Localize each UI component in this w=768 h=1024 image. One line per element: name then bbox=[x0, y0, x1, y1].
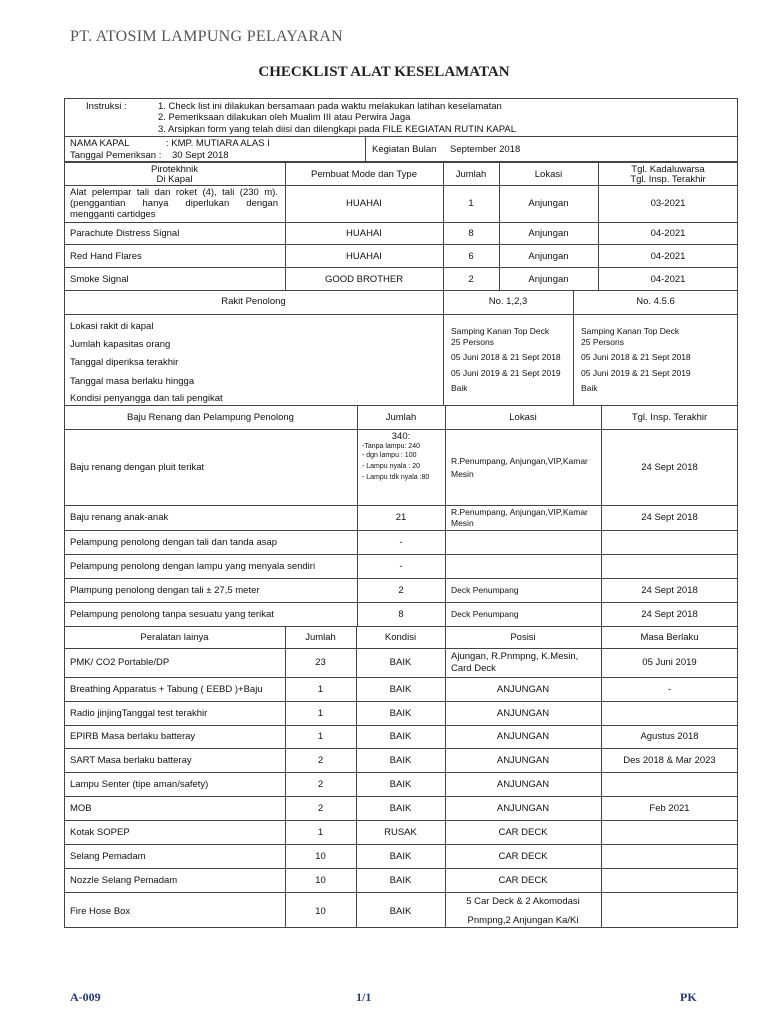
jumlah: 2 bbox=[317, 755, 324, 766]
masa-berlaku: - bbox=[667, 684, 672, 695]
instructions-label: Instruksi : bbox=[86, 101, 127, 112]
divider bbox=[443, 162, 444, 291]
jumlah: 1 bbox=[317, 731, 324, 742]
divider bbox=[64, 772, 738, 773]
lokasi: R.Penumpang, Anjungan,VIP,Kamar bbox=[451, 507, 588, 517]
item-name: Baju renang dengan pluit terikat bbox=[70, 462, 205, 473]
posisi: ANJUNGAN bbox=[496, 803, 550, 814]
kondisi: BAIK bbox=[389, 755, 412, 766]
item-name: Lampu Senter (tipe aman/safety) bbox=[70, 779, 209, 790]
divider bbox=[64, 505, 738, 506]
divider bbox=[64, 796, 738, 797]
expiry-date: 03-2021 bbox=[650, 198, 686, 209]
jumlah: 6 bbox=[468, 251, 474, 262]
kondisi: BAIK bbox=[389, 779, 412, 790]
kondisi: BAIK bbox=[389, 731, 412, 742]
divider bbox=[64, 429, 738, 430]
rakit-header: Rakit Penolong bbox=[221, 296, 286, 307]
rakit-label: Tanggal masa berlaku hingga bbox=[70, 376, 195, 387]
maker: HUAHAI bbox=[346, 198, 382, 209]
item-name: Breathing Apparatus + Tabung ( EEBD )+Baju bbox=[70, 684, 263, 695]
divider bbox=[445, 405, 446, 627]
column-header: Baju Renang dan Pelampung Penolong bbox=[127, 412, 294, 423]
item-name: Smoke Signal bbox=[70, 274, 129, 285]
expiry-date: 04-2021 bbox=[650, 251, 686, 262]
item-name: Plampung penolong dengan tali ± 27,5 meter bbox=[70, 585, 260, 596]
kondisi: BAIK bbox=[389, 875, 412, 886]
lokasi: Mesin bbox=[451, 518, 474, 528]
maker: GOOD BROTHER bbox=[324, 274, 404, 285]
divider bbox=[443, 290, 444, 406]
column-header: Masa Berlaku bbox=[640, 632, 699, 643]
divider bbox=[64, 602, 738, 603]
item-name: Radio jinjingTanggal test terakhir bbox=[70, 708, 208, 719]
divider bbox=[64, 267, 738, 268]
column-header: Pirotekhnik bbox=[151, 164, 198, 175]
kegiatan-value: September 2018 bbox=[450, 144, 521, 155]
rakit-value: Samping Kanan Top Deck bbox=[581, 326, 680, 336]
item-name: Nozzle Selang Pemadam bbox=[70, 875, 178, 886]
jumlah: 1 bbox=[317, 708, 324, 719]
divider bbox=[64, 222, 738, 223]
page-number: 1/1 bbox=[356, 990, 372, 1004]
lokasi: Mesin bbox=[451, 469, 474, 479]
posisi: CAR DECK bbox=[498, 875, 548, 886]
jumlah: - bbox=[399, 561, 403, 572]
divider bbox=[64, 648, 738, 649]
lokasi: Anjungan bbox=[528, 198, 569, 209]
item-name: SART Masa berlaku batteray bbox=[70, 755, 192, 766]
rakit-value: Baik bbox=[451, 383, 468, 393]
item-name: Alat pelempar tali dan roket (4), tali (230 m). (penggantian hanya diperlukan dengan mengganti cartidges bbox=[70, 187, 278, 220]
inspection-date: 24 Sept 2018 bbox=[641, 585, 698, 596]
posisi: CAR DECK bbox=[498, 851, 548, 862]
posisi: ANJUNGAN bbox=[496, 755, 550, 766]
nama-kapal-value: : KMP. MUTIARA ALAS I bbox=[166, 138, 270, 149]
column-header: Di Kapal bbox=[156, 174, 193, 185]
divider bbox=[601, 626, 602, 928]
divider bbox=[285, 162, 286, 291]
column-header: Jumlah bbox=[455, 169, 487, 180]
divider bbox=[64, 748, 738, 749]
rakit-label: Tanggal diperiksa terakhir bbox=[70, 357, 179, 368]
lokasi: Deck Penumpang bbox=[451, 585, 519, 595]
divider bbox=[573, 290, 574, 406]
tanggal-value: 30 Sept 2018 bbox=[172, 150, 229, 161]
divider bbox=[64, 314, 738, 315]
posisi: ANJUNGAN bbox=[496, 779, 550, 790]
rakit-col-2: No. 4.5.6 bbox=[636, 296, 675, 307]
footer-code: PK bbox=[680, 990, 697, 1004]
masa-berlaku: Feb 2021 bbox=[649, 803, 690, 814]
jumlah: 1 bbox=[317, 827, 324, 838]
lokasi: Anjungan bbox=[528, 251, 569, 262]
item-name: Fire Hose Box bbox=[70, 906, 131, 917]
divider bbox=[64, 185, 738, 186]
divider bbox=[64, 820, 738, 821]
instruction-item: 2. Pemeriksaan dilakukan oleh Mualim III atau Perwira Jaga bbox=[158, 112, 411, 123]
divider bbox=[64, 701, 738, 702]
divider bbox=[64, 868, 738, 869]
lokasi: Anjungan bbox=[528, 228, 569, 239]
kondisi: BAIK bbox=[389, 906, 412, 917]
divider bbox=[64, 530, 738, 531]
jumlah: 1 bbox=[317, 684, 324, 695]
item-name: Baju renang anak-anak bbox=[70, 512, 169, 523]
column-header: Pembuat Mode dan Type bbox=[311, 169, 417, 180]
rakit-value: 25 Persons bbox=[581, 337, 624, 347]
column-header: Jumlah bbox=[385, 412, 417, 423]
divider bbox=[64, 578, 738, 579]
kondisi: BAIK bbox=[389, 803, 412, 814]
kondisi: RUSAK bbox=[384, 827, 417, 838]
rakit-value: 05 Juni 2019 & 21 Sept 2019 bbox=[581, 368, 691, 378]
masa-berlaku: Agustus 2018 bbox=[640, 731, 699, 742]
item-name: MOB bbox=[70, 803, 92, 814]
divider bbox=[64, 892, 738, 893]
divider bbox=[64, 554, 738, 555]
masa-berlaku: 05 Juni 2019 bbox=[642, 657, 697, 668]
inspection-date: 24 Sept 2018 bbox=[641, 462, 698, 473]
column-header: Kondisi bbox=[384, 632, 417, 643]
item-name: Pelampung penolong dengan lampu yang menyala sendiri bbox=[70, 561, 316, 572]
lokasi: R.Penumpang, Anjungan,VIP,Kamar bbox=[451, 456, 588, 466]
maker: HUAHAI bbox=[346, 228, 382, 239]
document-title: CHECKLIST ALAT KESELAMATAN bbox=[258, 64, 510, 80]
rakit-value: 05 Juni 2018 & 21 Sept 2018 bbox=[581, 352, 691, 362]
divider bbox=[365, 136, 366, 162]
posisi: Ajungan, R.Pnmpng, K.Mesin, bbox=[451, 651, 579, 662]
jumlah-detail: - Lampu nyala : 20 bbox=[362, 463, 420, 470]
rakit-label: Kondisi penyangga dan tali pengikat bbox=[70, 393, 223, 404]
rakit-value: 05 Juni 2019 & 21 Sept 2019 bbox=[451, 368, 561, 378]
divider bbox=[64, 725, 738, 726]
column-header: Posisi bbox=[510, 632, 536, 643]
item-name: Red Hand Flares bbox=[70, 251, 142, 262]
maker: HUAHAI bbox=[346, 251, 382, 262]
instruction-item: 3. Arsipkan form yang telah diisi dan dilengkapi pada FILE KEGIATAN RUTIN KAPAL bbox=[158, 124, 517, 135]
inspection-date: 24 Sept 2018 bbox=[641, 609, 698, 620]
rakit-value: Baik bbox=[581, 383, 598, 393]
inspection-date: 24 Sept 2018 bbox=[641, 512, 698, 523]
item-name: Pelampung penolong tanpa sesuatu yang terikat bbox=[70, 609, 274, 620]
jumlah: 2 bbox=[317, 779, 324, 790]
item-name: Parachute Distress Signal bbox=[70, 228, 180, 239]
jumlah: 2 bbox=[468, 274, 474, 285]
rakit-label: Jumlah kapasitas orang bbox=[70, 339, 171, 350]
rakit-value: Samping Kanan Top Deck bbox=[451, 326, 550, 336]
jumlah-detail: - dgn lampu : 100 bbox=[362, 452, 417, 459]
jumlah: 2 bbox=[398, 585, 404, 596]
expiry-date: 04-2021 bbox=[650, 228, 686, 239]
item-name: Kotak SOPEP bbox=[70, 827, 130, 838]
kondisi: BAIK bbox=[389, 657, 412, 668]
kondisi: BAIK bbox=[389, 708, 412, 719]
lokasi: Anjungan bbox=[528, 274, 569, 285]
jumlah-detail: -Tanpa lampu: 240 bbox=[362, 443, 420, 450]
rakit-label: Lokasi rakit di kapal bbox=[70, 321, 154, 332]
posisi: CAR DECK bbox=[498, 827, 548, 838]
instruction-item: 1. Check list ini dilakukan bersamaan pada waktu melakukan latihan keselamatan bbox=[158, 101, 502, 112]
company-name: PT. ATOSIM LAMPUNG PELAYARAN bbox=[70, 28, 344, 45]
item-name: Selang Pemadam bbox=[70, 851, 146, 862]
column-header: Lokasi bbox=[509, 412, 537, 423]
lokasi: Deck Penumpang bbox=[451, 609, 519, 619]
posisi: Pnmpng,2 Anjungan Ka/Ki bbox=[467, 915, 579, 926]
jumlah: 10 bbox=[315, 875, 326, 886]
tanggal-label: Tanggal Pemeriksan : bbox=[70, 150, 162, 161]
column-header: Tgl. Insp. Terakhir bbox=[630, 174, 706, 185]
jumlah: - bbox=[399, 537, 403, 548]
form-code: A-009 bbox=[70, 990, 101, 1004]
rakit-value: 05 Juni 2018 & 21 Sept 2018 bbox=[451, 352, 561, 362]
jumlah: 21 bbox=[395, 512, 407, 523]
divider bbox=[64, 677, 738, 678]
column-header: Peralatan lainya bbox=[140, 632, 209, 643]
kondisi: BAIK bbox=[389, 851, 412, 862]
rakit-value: 25 Persons bbox=[451, 337, 494, 347]
jumlah: 1 bbox=[468, 198, 474, 209]
column-header: Lokasi bbox=[534, 169, 563, 180]
nama-kapal-label: NAMA KAPAL bbox=[70, 138, 130, 149]
jumlah: 8 bbox=[398, 609, 404, 620]
posisi: 5 Car Deck & 2 Akomodasi bbox=[466, 896, 580, 907]
divider bbox=[499, 162, 500, 291]
rakit-col-1: No. 1,2,3 bbox=[488, 296, 528, 307]
kondisi: BAIK bbox=[389, 684, 412, 695]
jumlah: 340: bbox=[391, 431, 411, 442]
posisi: ANJUNGAN bbox=[496, 684, 550, 695]
jumlah: 8 bbox=[468, 228, 474, 239]
column-header: Tgl. Kadaluwarsa bbox=[631, 164, 705, 175]
posisi: ANJUNGAN bbox=[496, 731, 550, 742]
expiry-date: 04-2021 bbox=[650, 274, 686, 285]
item-name: Pelampung penolong dengan tali dan tanda asap bbox=[70, 537, 278, 548]
kegiatan-label: Kegiatan Bulan bbox=[372, 144, 437, 155]
column-header: Tgl. Insp. Terakhir bbox=[631, 412, 708, 423]
item-name: EPIRB Masa berlaku batteray bbox=[70, 731, 196, 742]
posisi: Card Deck bbox=[451, 663, 496, 674]
jumlah-detail: - Lampu tdk nyala :80 bbox=[362, 474, 430, 481]
item-name: PMK/ CO2 Portable/DP bbox=[70, 657, 170, 668]
jumlah: 2 bbox=[317, 803, 324, 814]
jumlah: 23 bbox=[315, 657, 326, 668]
column-header: Jumlah bbox=[305, 632, 336, 643]
divider bbox=[64, 244, 738, 245]
divider bbox=[64, 844, 738, 845]
masa-berlaku: Des 2018 & Mar 2023 bbox=[623, 755, 716, 766]
jumlah: 10 bbox=[315, 906, 326, 917]
posisi: ANJUNGAN bbox=[496, 708, 550, 719]
jumlah: 10 bbox=[315, 851, 326, 862]
